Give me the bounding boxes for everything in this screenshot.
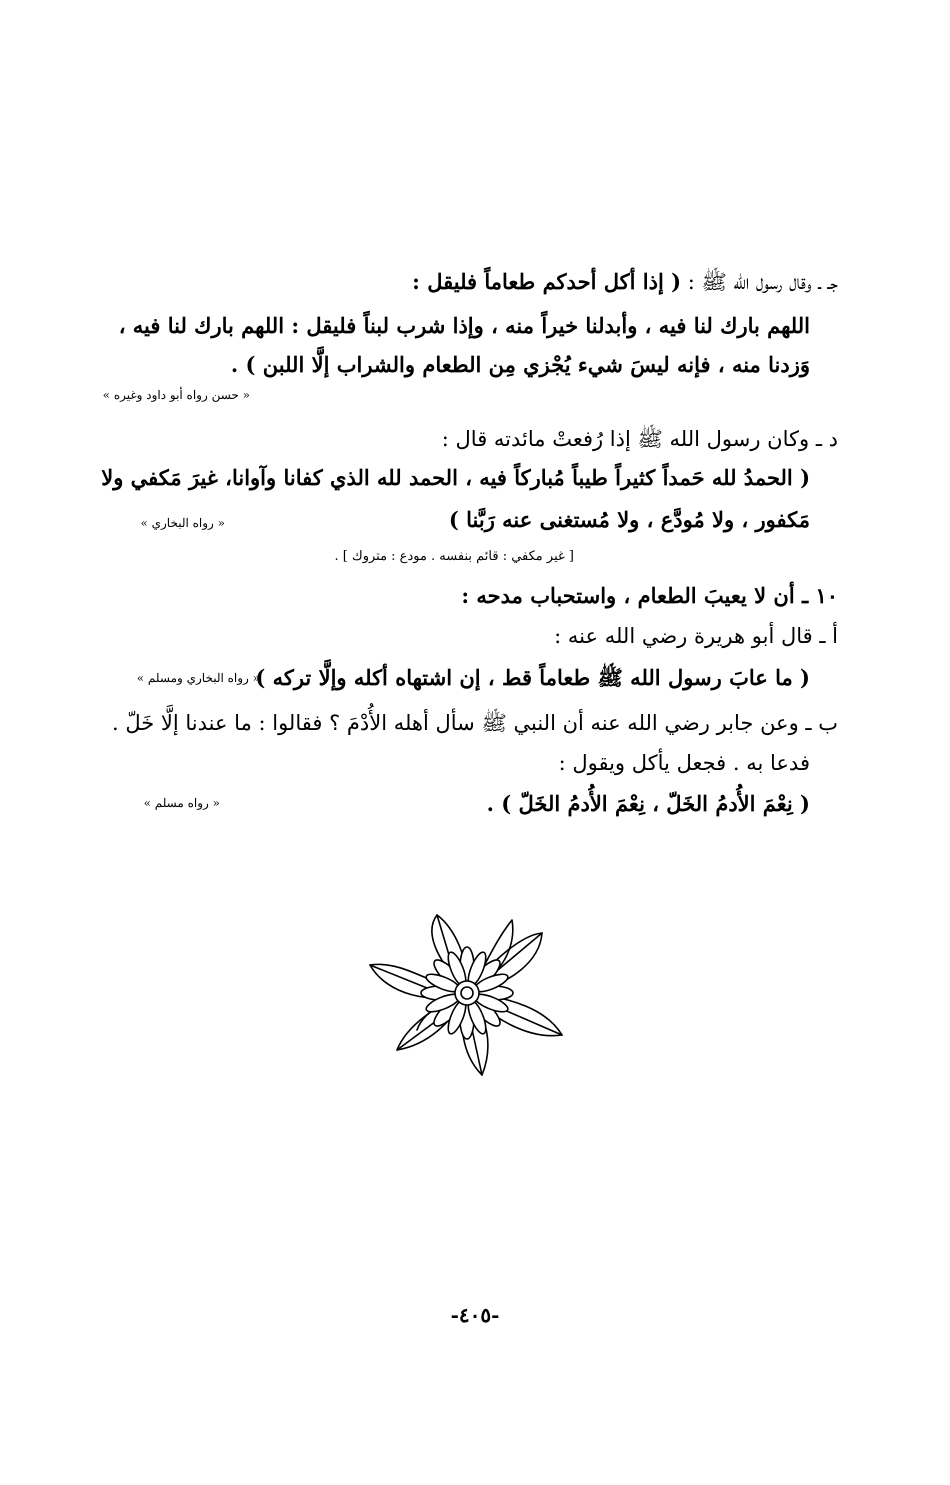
section-10-b-quote: ( نِعْمَ الأُدمُ الخَلّ ، نِعْمَ الأُدمُ الخَلّ ) . [486,791,810,816]
section-10-b-line-2: فدعا به . فجعل يأكل ويقول : [558,751,810,775]
section-10-a-intro: أ ـ قال أبو هريرة رضي الله عنه : [554,624,838,648]
section-10-b-line-1: ب ـ وعن جابر رضي الله عنه أن النبي ﷺ سأل أهله الأُدْمَ ؟ فقالوا : ما عندنا إلَّا خَلّ . [111,711,838,735]
section-j-line-1 [412,267,838,297]
section-j-intro: جـ ـ وقال رسول الله ﷺ : [681,270,838,294]
page-number: -٤٠٥- [450,1303,500,1327]
section-j-line-2: اللهم بارك لنا فيه ، وأبدلنا خيراً منه ، وإذا شرب لبناً فليقل : اللهم بارك لنا فيه ، [118,313,810,338]
section-d-source: « رواه البخاري » [140,516,225,530]
section-j-source: « حسن رواه أبو داود وغيره » [102,388,250,402]
section-d-line-1: د ـ وكان رسول الله ﷺ إذا رُفعتْ مائدته قال : [441,427,838,451]
section-j-quote-start: ( إذا أكل أحدكم طعاماً فليقل : [412,269,682,294]
section-d-line-3: مَكفور ، ولا مُودَّع ، ولا مُستغنى عنه رَبَّنا ) [448,507,810,532]
section-10-b-source: « رواه مسلم » [143,796,220,810]
section-j-line-3: وَزدنا منه ، فإنه ليسَ شيء يُجْزي مِن الطعام والشراب إلَّا اللبن ) . [230,352,810,377]
section-10-a-source: « رواه البخاري ومسلم » [136,671,260,685]
section-d-note: [ غير مكفي : قائم بنفسه . مودع : متروك ] . [334,549,574,564]
section-d-line-2: ( الحمدُ لله حَمداً كثيراً طيباً مُباركاً فيه ، الحمد لله الذي كفانا وآوانا، غيرَ مَكفي ولا [101,465,810,490]
section-10-a-quote: ( ما عابَ رسول الله ﷺ طعاماً قط ، إن اشتهاه أكله وإلَّا تركه ) [255,665,810,690]
flower-ornament-icon [362,905,572,1080]
section-10-heading: ١٠ ـ أن لا يعيبَ الطعام ، واستحباب مدحه : [461,583,838,608]
